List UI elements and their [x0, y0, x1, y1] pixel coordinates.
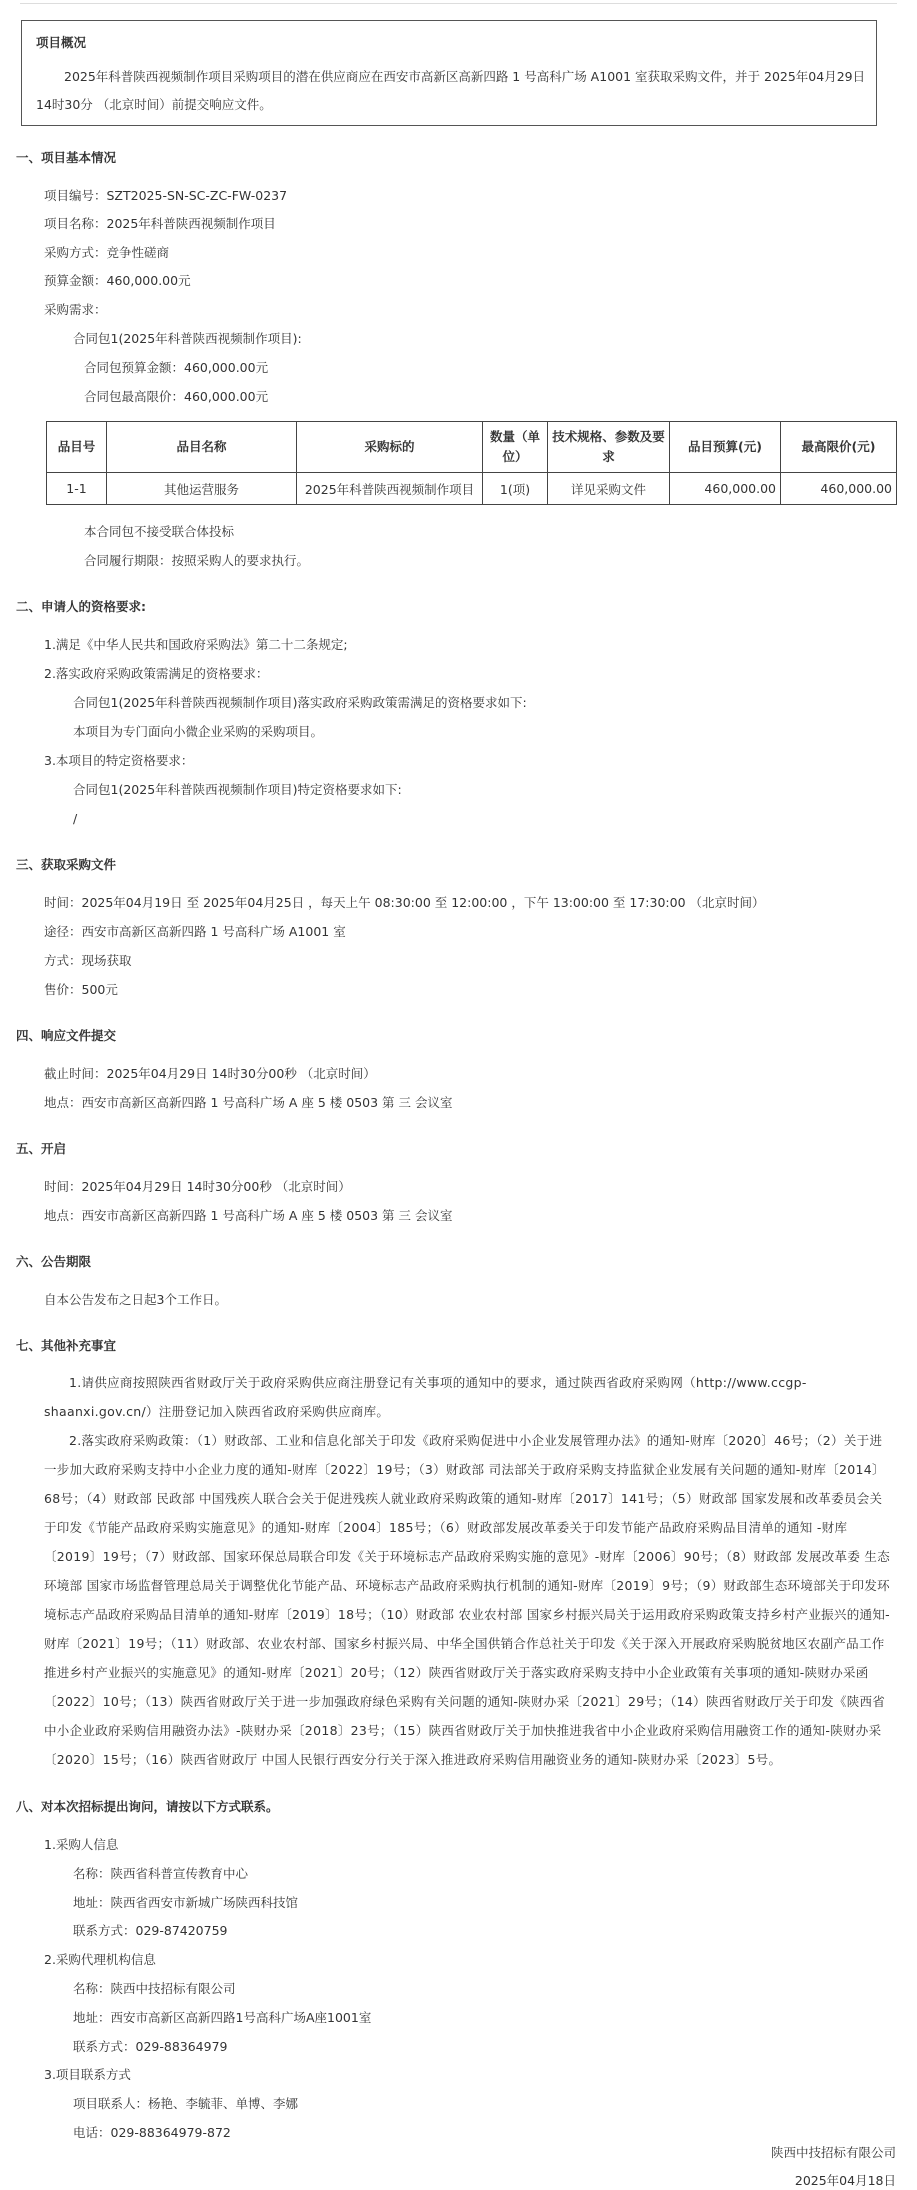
- section-7-heading: 七、其他补充事宜: [16, 1338, 117, 1353]
- supplement-paragraph-2: 2.落实政府采购政策：（1）财政部、工业和信息化部关于印发《政府采购促进中小企业发展管理办法》的通知-财库〔2020〕46号；（2）关于进一步加大政府采购支持中小企业力度的通知-财库〔2022〕19号；（3）财政部 司法部关于政府采购支持监狱企业发展有关问题的通知-财库〔2014〕68号；（4）财政部 民政部 中国残疾人联合会关于促进残疾人就业政府采购政策的通知-财库〔2017〕141号；（5）财政部 国家发展和改革委员会关于印发《节能产品政府采购实施意见》的通知-财库〔2004〕185号；（6）财政部发展改革委关于印发节能产品政府采购品目清单的通知 -财库〔2019〕19号；（7）财政部、国家环保总局联合印发《关于环境标志产品政府采购实施的意见》-财库〔2006〕90号；（8）财政部 发展改革委 生态环境部 国家市场监督管理总局关于调整优化节能产品、环境标志产品政府采购执行机制的通知-财库〔2019〕9号；（9）财政部生态环境部关于印发环境标志产品政府采购品目清单的通知-财库〔2019〕18号；（10）财政部 农业农村部 国家乡村振兴局关于运用政府采购政策支持乡村产业振兴的通知-财库〔2021〕19号；（11）财政部、农业农村部、国家乡村振兴局、中华全国供销合作总社关于印发《关于深入开展政府采购脱贫地区农副产品工作推进乡村产业振兴的实施意见》的通知-财库〔2021〕20号；（12）陕西省财政厅关于落实政府采购支持中小企业政策有关事项的通知-陕财办采函〔2022〕10号；（13）陕西省财政厅关于进一步加强政府绿色采购有关问题的通知-陕财办采〔2021〕29号；（14）陕西省财政厅关于印发《陕西省中小企业政府采购信用融资办法》-陕财办采〔2018〕23号；（15）陕西省财政厅关于加快推进我省中小企业政府采购信用融资工作的通知-陕财办采〔2020〕15号；（16）陕西省财政厅 中国人民银行西安分行关于深入推进政府采购信用融资业务的通知-陕财办采〔2023〕5号。: [44, 1433, 890, 1767]
- agent-name: 名称：陕西中技招标有限公司: [73, 1981, 236, 1996]
- section-1-heading: 一、项目基本情况: [16, 150, 117, 165]
- column-header: 品目号: [47, 422, 107, 473]
- qualification-item-2-sub: 合同包1(2025年科普陕西视频制作项目)落实政府采购政策需满足的资格要求如下:: [73, 695, 527, 710]
- overview-text-block: [36, 63, 866, 119]
- table-cell: 460,000.00: [781, 473, 897, 505]
- column-header: 最高限价(元): [781, 422, 897, 473]
- project-number: 项目编号：SZT2025-SN-SC-ZC-FW-0237: [44, 188, 288, 203]
- table-cell: 460,000.00: [670, 473, 781, 505]
- procurement-demand-label: 采购需求：: [44, 302, 107, 317]
- contract-lot-title: 合同包1(2025年科普陕西视频制作项目):: [73, 331, 302, 346]
- qualification-item-1: 1.满足《中华人民共和国政府采购法》第二十二条规定;: [44, 637, 348, 652]
- qualification-item-3: 3.本项目的特定资格要求：: [44, 753, 194, 768]
- section-6-heading: 六、公告期限: [16, 1254, 92, 1269]
- signature-organization: 陕西中技招标有限公司: [770, 2145, 896, 2160]
- table-cell: 1-1: [47, 473, 107, 505]
- opening-place: 地点：西安市高新区高新四路 1 号高科广场 A 座 5 楼 0503 第 三 会议室: [44, 1208, 453, 1223]
- procurement-items-table: [46, 421, 897, 505]
- qualification-item-2: 2.落实政府采购政策需满足的资格要求：: [44, 666, 269, 681]
- table-cell: 2025年科普陕西视频制作项目: [297, 473, 483, 505]
- project-name: 项目名称：2025年科普陕西视频制作项目: [44, 216, 276, 231]
- announcement-period: 自本公告发布之日起3个工作日。: [44, 1292, 227, 1307]
- agent-address: 地址：西安市高新区高新四路1号高科广场A座1001室: [73, 2010, 372, 2025]
- column-header: 数量（单位）: [483, 422, 548, 473]
- project-contacts: 项目联系人：杨艳、李毓菲、单博、李娜: [73, 2096, 299, 2111]
- table-header-row: [47, 422, 897, 473]
- column-header: 采购标的: [297, 422, 483, 473]
- overview-text: 2025年科普陕西视频制作项目采购项目的潜在供应商应在西安市高新区高新四路 1 号高科广场 A1001 室获取采购文件，并于 2025年04月29日 14时30分 （北京时间）前提交响应文件。: [36, 69, 866, 112]
- procurement-method: 采购方式：竞争性磋商: [44, 245, 170, 260]
- supplement-paragraph-1: 1.请供应商按照陕西省财政厅关于政府采购供应商注册登记有关事项的通知中的要求，通过陕西省政府采购网（http://www.ccgp-shaanxi.gov.cn/）注册登记加入陕西省政府采购供应商库。: [44, 1375, 807, 1419]
- buyer-address: 地址：陕西省西安市新城广场陕西科技馆: [73, 1895, 299, 1910]
- obtain-place: 途径：西安市高新区高新四路 1 号高科广场 A1001 室: [44, 924, 346, 939]
- column-header: 技术规格、参数及要求: [548, 422, 670, 473]
- qualification-item-3-sub: 合同包1(2025年科普陕西视频制作项目)特定资格要求如下:: [73, 782, 402, 797]
- consortium-note: 本合同包不接受联合体投标: [84, 524, 235, 539]
- agent-info-title: 2.采购代理机构信息: [44, 1952, 156, 1967]
- contact-info-title: 3.项目联系方式: [44, 2067, 131, 2082]
- section-8-heading: 八、对本次招标提出询问，请按以下方式联系。: [16, 1799, 279, 1814]
- submission-place: 地点：西安市高新区高新四路 1 号高科广场 A 座 5 楼 0503 第 三 会议室: [44, 1095, 453, 1110]
- table-cell: 其他运营服务: [107, 473, 297, 505]
- column-header: 品目名称: [107, 422, 297, 473]
- section-5-heading: 五、开启: [16, 1141, 67, 1156]
- contract-term: 合同履行期限：按照采购人的要求执行。: [84, 553, 310, 568]
- column-header: 品目预算(元): [670, 422, 781, 473]
- qualification-item-3-detail: /: [73, 811, 78, 826]
- project-contact-phone: 电话：029-88364979-872: [73, 2125, 231, 2140]
- table-cell: 1(项): [483, 473, 548, 505]
- signature-date: 2025年04月18日: [794, 2173, 896, 2188]
- section-2-heading: 二、申请人的资格要求:: [16, 599, 146, 614]
- qualification-item-2-detail: 本项目为专门面向小微企业采购的采购项目。: [73, 724, 324, 739]
- section-3-heading: 三、获取采购文件: [16, 857, 117, 872]
- buyer-name: 名称：陕西省科普宣传教育中心: [73, 1866, 249, 1881]
- obtain-way: 方式：现场获取: [44, 953, 132, 968]
- overview-box: [21, 20, 877, 126]
- agent-phone: 联系方式：029-88364979: [73, 2039, 228, 2054]
- top-divider: [20, 3, 897, 4]
- table-row: [47, 473, 897, 505]
- contract-lot-max-price: 合同包最高限价：460,000.00元: [84, 389, 269, 404]
- buyer-phone: 联系方式：029-87420759: [73, 1923, 228, 1938]
- document-price: 售价：500元: [44, 982, 118, 997]
- section-4-heading: 四、响应文件提交: [16, 1028, 117, 1043]
- submission-deadline: 截止时间：2025年04月29日 14时30分00秒 （北京时间）: [44, 1066, 376, 1081]
- opening-time: 时间：2025年04月29日 14时30分00秒 （北京时间）: [44, 1179, 351, 1194]
- contract-lot-budget: 合同包预算金额：460,000.00元: [84, 360, 269, 375]
- obtain-time: 时间：2025年04月19日 至 2025年04月25日 ，每天上午 08:30:00 至 12:00:00 ，下午 13:00:00 至 17:30:00 （北京时间）: [44, 895, 765, 910]
- budget-amount: 预算金额：460,000.00元: [44, 273, 191, 288]
- overview-title: 项目概况: [36, 35, 87, 50]
- buyer-info-title: 1.采购人信息: [44, 1837, 119, 1852]
- table-cell: 详见采购文件: [548, 473, 670, 505]
